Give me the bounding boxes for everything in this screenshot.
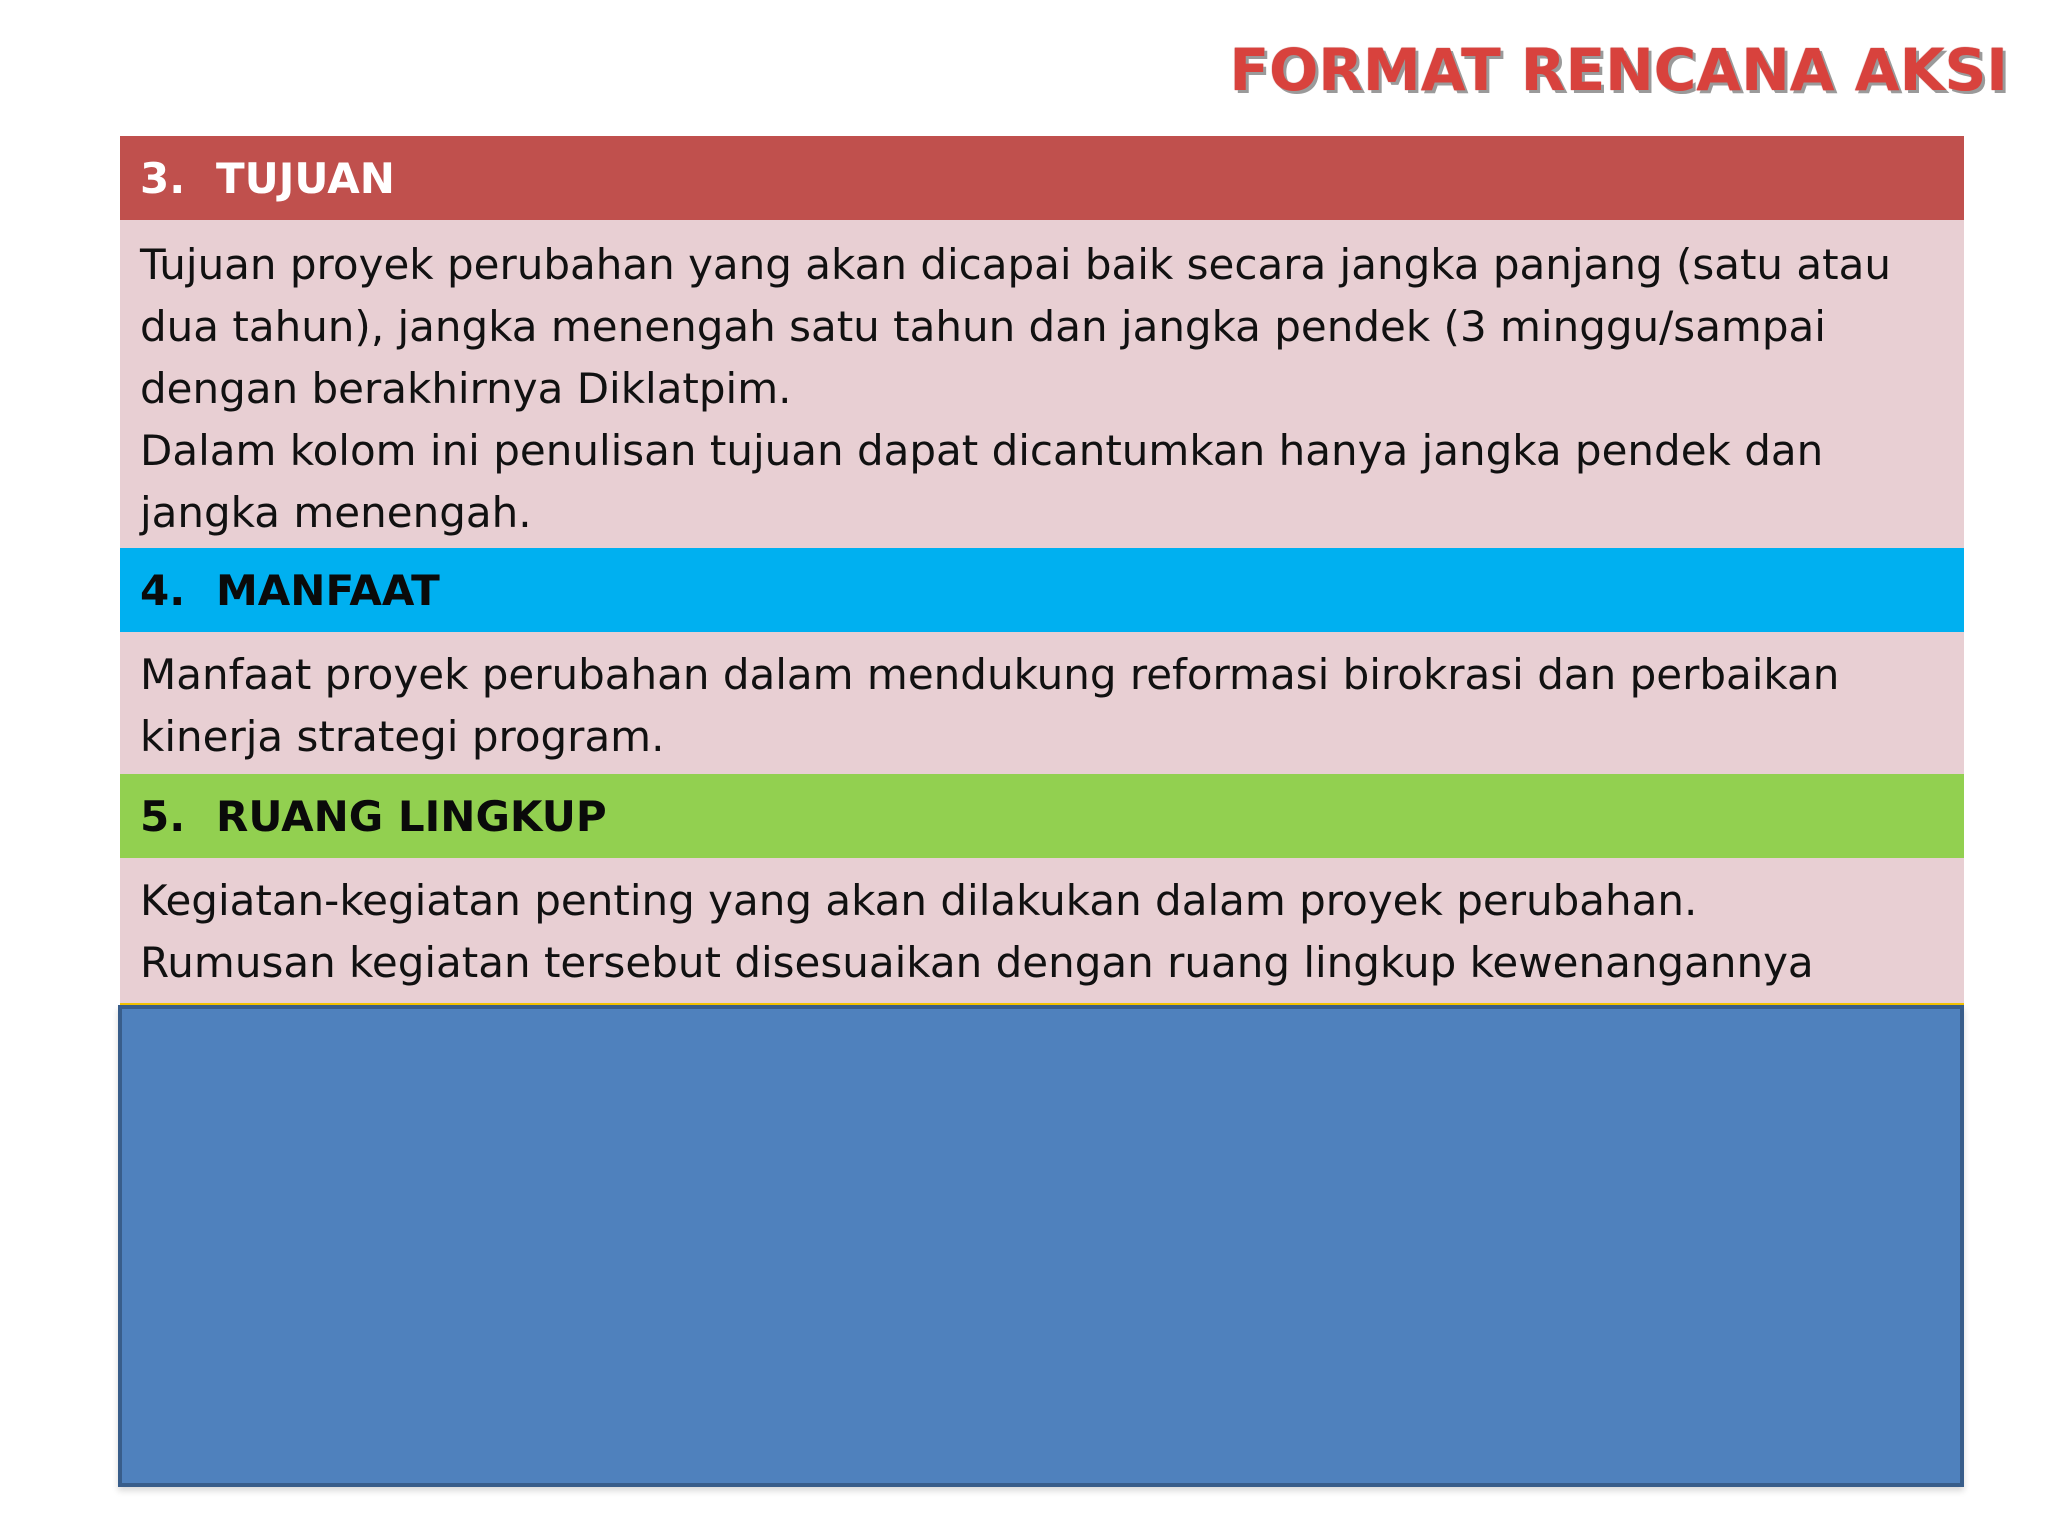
body-paragraph: Kegiatan-kegiatan penting yang akan dilakukan dalam proyek perubahan. [140,876,1698,925]
body-paragraph: Dalam kolom ini penulisan tujuan dapat dicantumkan hanya jangka pendek dan jangka menengah. [140,426,1824,537]
section-number: 3. [140,153,186,203]
section-header-ruang-lingkup [120,774,1964,858]
page-title: FORMAT RENCANA AKSI [1229,36,2008,104]
section-heading: RUANG LINGKUP [216,791,607,841]
blank-blue-box [118,1005,1964,1487]
section-number: 4. [140,565,186,615]
body-paragraph: Rumusan kegiatan tersebut disesuaikan dengan ruang lingkup kewenangannya [140,938,1814,987]
body-paragraph: Manfaat proyek perubahan dalam mendukung reformasi birokrasi dan perbaikan kinerja strategi program. [140,650,1840,761]
section-body-ruang-lingkup [120,858,1964,1006]
section-header-tujuan [120,136,1964,220]
section-body-manfaat [120,632,1964,774]
body-paragraph: Tujuan proyek perubahan yang akan dicapai baik secara jangka panjang (satu atau dua tahun), jangka menengah satu tahun dan jangka pendek (3 minggu/sampai dengan berakhirnya Diklatpim. [140,240,1891,413]
section-header-manfaat [120,548,1964,632]
action-plan-table [120,136,1964,1006]
section-body-tujuan [120,220,1964,548]
section-number: 5. [140,791,186,841]
section-heading: MANFAAT [216,565,440,615]
section-heading: TUJUAN [216,153,395,203]
